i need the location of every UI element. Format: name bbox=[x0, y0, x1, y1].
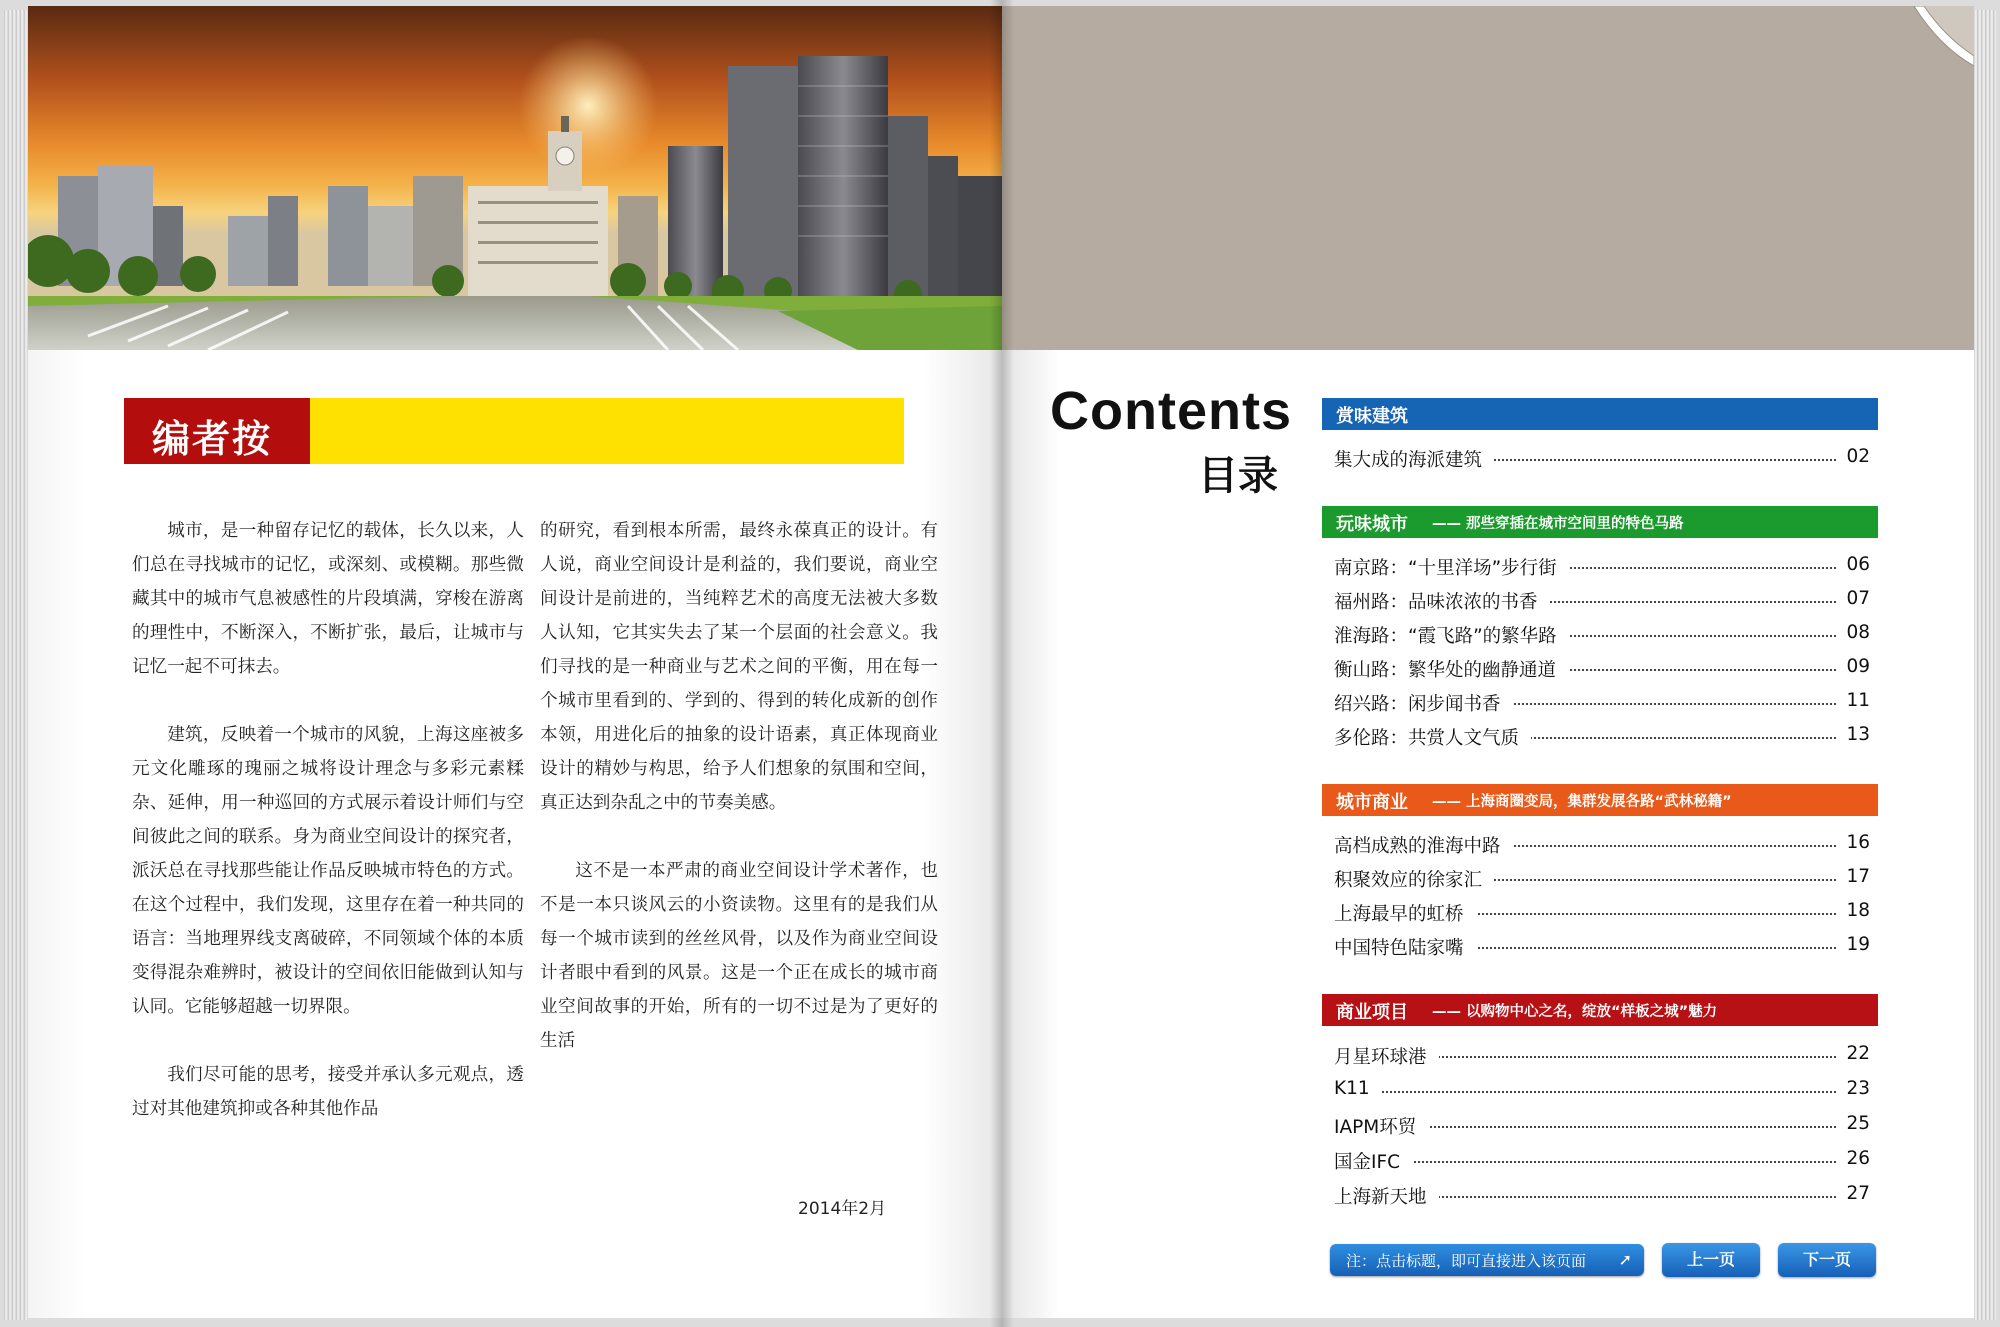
toc-title: 积聚效应的徐家汇 bbox=[1334, 870, 1483, 891]
note-text: 注：点击标题，即可直接进入该页面 bbox=[1346, 1252, 1587, 1270]
editor-note-column-1 bbox=[132, 514, 524, 1126]
section-header-projects[interactable] bbox=[1322, 994, 1878, 1026]
toc-item[interactable] bbox=[1334, 1113, 1870, 1143]
paragraph: 我们尽可能的思考，接受并承认多元观点，透过对其他建筑抑或各种其他作品 bbox=[132, 1065, 524, 1119]
toc-item[interactable] bbox=[1334, 832, 1870, 862]
toc-page-number: 23 bbox=[1846, 1078, 1870, 1099]
section-description: —— 以购物中心之名，绽放“样板之城”魅力 bbox=[1432, 1004, 1718, 1020]
navigation-note bbox=[1330, 1244, 1644, 1276]
left-page-stack bbox=[4, 10, 28, 1320]
toc-page-number: 13 bbox=[1846, 724, 1870, 745]
toc-page-number: 16 bbox=[1846, 832, 1870, 853]
toc-item[interactable] bbox=[1334, 724, 1870, 754]
toc-page-number: 08 bbox=[1846, 622, 1870, 643]
section-name: 玩味城市 bbox=[1336, 514, 1408, 535]
contents-title: Contents bbox=[1050, 381, 1292, 441]
toc-title: 上海最早的虹桥 bbox=[1334, 904, 1464, 925]
toc-title: 淮海路：“霞飞路”的繁华路 bbox=[1334, 626, 1557, 647]
toc-title: 绍兴路：闲步闻书香 bbox=[1334, 694, 1501, 715]
toc-item[interactable] bbox=[1334, 446, 1870, 476]
toc-item[interactable] bbox=[1334, 1183, 1870, 1213]
section-name: 商业项目 bbox=[1336, 1002, 1408, 1023]
toc-title: 多伦路：共赏人文气质 bbox=[1334, 728, 1520, 749]
editor-note-title: 编者按 bbox=[152, 417, 273, 461]
toc-page-number: 19 bbox=[1846, 934, 1870, 955]
toc-title: K11 bbox=[1334, 1078, 1370, 1099]
toc-page-number: 06 bbox=[1846, 554, 1870, 575]
header-color-block bbox=[1002, 6, 1974, 350]
toc-page-number: 27 bbox=[1846, 1183, 1870, 1204]
right-page-stack bbox=[1974, 10, 1996, 1320]
toc-item[interactable] bbox=[1334, 1148, 1870, 1178]
editor-note-date: 2014年2月 bbox=[798, 1199, 887, 1219]
toc-page-number: 17 bbox=[1846, 866, 1870, 887]
toc-page-number: 09 bbox=[1846, 656, 1870, 677]
toc-title: 月星环球港 bbox=[1334, 1047, 1427, 1068]
toc-page-number: 22 bbox=[1846, 1043, 1870, 1064]
city-skyline-photo bbox=[28, 6, 1002, 350]
section-name: 城市商业 bbox=[1336, 792, 1408, 813]
section-name: 赏味建筑 bbox=[1336, 406, 1408, 427]
cursor-arrow-icon: ➚ bbox=[1618, 1250, 1632, 1269]
toc-title: 衡山路：繁华处的幽静通道 bbox=[1334, 660, 1557, 681]
paragraph: 城市，是一种留存记忆的载体，长久以来，人们总在寻找城市的记忆，或深刻、或模糊。那些微藏其中的城市气息被感性的片段填满，穿梭在游离的理性中，不断深入，不断扩张，最后，让城市与记忆一起不可抹去。 bbox=[132, 521, 524, 677]
toc-item[interactable] bbox=[1334, 656, 1870, 686]
toc-title: 集大成的海派建筑 bbox=[1334, 450, 1483, 471]
toc-title: 南京路：“十里洋场”步行街 bbox=[1334, 558, 1557, 579]
editor-note-column-2 bbox=[540, 514, 938, 1058]
section-header-architecture[interactable] bbox=[1322, 398, 1878, 430]
toc-page-number: 26 bbox=[1846, 1148, 1870, 1169]
toc-title: 福州路：品味浓浓的书香 bbox=[1334, 592, 1538, 613]
toc-page-number: 25 bbox=[1846, 1113, 1870, 1134]
toc-item[interactable] bbox=[1334, 866, 1870, 896]
toc-page-number: 07 bbox=[1846, 588, 1870, 609]
section-description: —— 那些穿插在城市空间里的特色马路 bbox=[1432, 516, 1684, 532]
toc-item[interactable] bbox=[1334, 1043, 1870, 1073]
paragraph: 建筑，反映着一个城市的风貌，上海这座被多元文化雕琢的瑰丽之城将设计理念与多彩元素糅杂、延伸，用一种巡回的方式展示着设计师们与空间彼此之间的联系。身为商业空间设计的探究者，派沃总在寻找那些能让作品反映城市特色的方式。在这个过程中，我们发现，这里存在着一种共同的语言：当地理界线支离破碎，不同领域个体的本质变得混杂难辨时，被设计的空间依旧能做到认知与认同。它能够超越一切界限。 bbox=[132, 725, 524, 1017]
toc-title: IAPM环贸 bbox=[1334, 1117, 1417, 1138]
toc-page-number: 02 bbox=[1846, 446, 1870, 467]
toc-title: 高档成熟的淮海中路 bbox=[1334, 836, 1501, 857]
toc-item[interactable] bbox=[1334, 554, 1870, 584]
section-description: —— 上海商圈变局，集群发展各路“武林秘籍” bbox=[1432, 794, 1732, 810]
page-curl-icon[interactable] bbox=[1914, 6, 1974, 66]
paragraph: 这不是一本严肃的商业空间设计学术著作，也不是一本只谈风云的小资读物。这里有的是我们从每一个城市读到的丝丝风骨，以及作为商业空间设计者眼中看到的风景。这是一个正在成长的城市商业空间故事的开始，所有的一切不过是为了更好的生活 bbox=[540, 861, 938, 1051]
toc-item[interactable] bbox=[1334, 588, 1870, 618]
toc-item[interactable] bbox=[1334, 934, 1870, 964]
prev-page-button[interactable]: 上一页 bbox=[1662, 1243, 1760, 1277]
toc-item[interactable] bbox=[1334, 900, 1870, 930]
book-spine-shadow bbox=[990, 0, 1014, 1327]
toc-item[interactable] bbox=[1334, 1078, 1870, 1108]
paragraph: 的研究，看到根本所需，最终永葆真正的设计。有人说，商业空间设计是利益的，我们要说，商业空间设计是前进的，当纯粹艺术的高度无法被大多数人认知，它其实失去了某一个层面的社会意义。我们寻找的是一种商业与艺术之间的平衡，用在每一个城市里看到的、学到的、得到的转化成新的创作本领，用进化后的抽象的设计语素，真正体现商业设计的精妙与构思，给予人们想象的氛围和空间，真正达到杂乱之中的节奏美感。 bbox=[540, 521, 938, 813]
toc-title: 上海新天地 bbox=[1334, 1187, 1427, 1208]
toc-title: 中国特色陆家嘴 bbox=[1334, 938, 1464, 959]
section-header-city[interactable] bbox=[1322, 506, 1878, 538]
toc-item[interactable] bbox=[1334, 690, 1870, 720]
left-page bbox=[28, 6, 1002, 1318]
toc-page-number: 11 bbox=[1846, 690, 1870, 711]
toc-item[interactable] bbox=[1334, 622, 1870, 652]
section-header-commerce[interactable] bbox=[1322, 784, 1878, 816]
next-page-button[interactable]: 下一页 bbox=[1778, 1243, 1876, 1277]
toc-title: 国金IFC bbox=[1334, 1152, 1401, 1173]
contents-subtitle: 目录 bbox=[1198, 453, 1278, 499]
toc-page-number: 18 bbox=[1846, 900, 1870, 921]
